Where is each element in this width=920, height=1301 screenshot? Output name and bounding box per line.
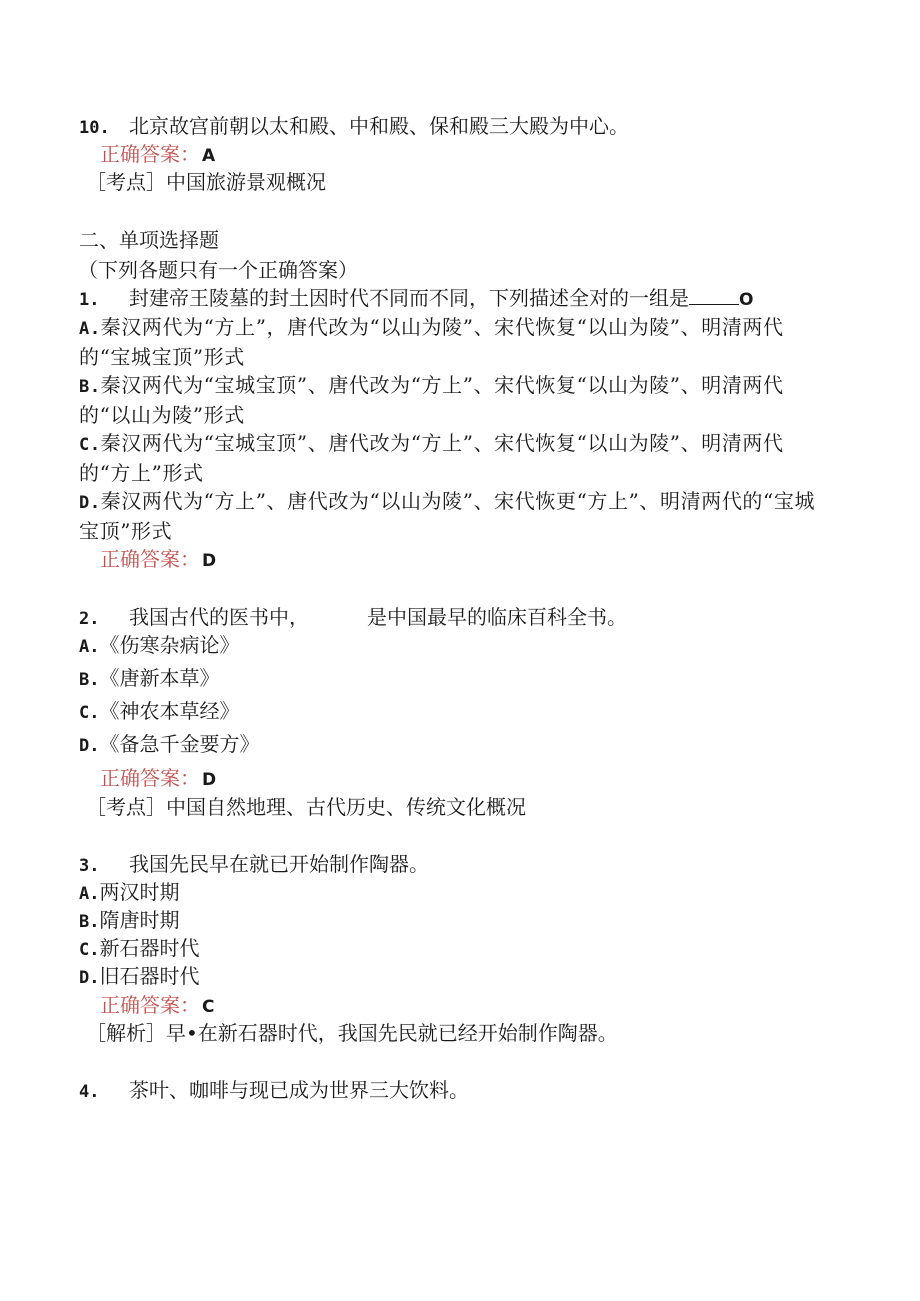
note-line: ［考点］中国自然地理、古代历史、传统文化概况	[86, 795, 526, 819]
section-title: 二、单项选择题	[79, 228, 219, 252]
answer-label: 正确答案：	[100, 547, 200, 571]
option-a	[79, 313, 819, 371]
option-key: B.	[79, 670, 100, 690]
question-text: 封建帝王陵墓的封土因时代不同而不同，下列描述全对的一组是	[129, 286, 689, 310]
answer-value: C	[202, 997, 215, 1017]
question-text: 茶叶、咖啡与现已成为世界三大饮料。	[129, 1078, 469, 1102]
option-b	[79, 371, 819, 429]
question-4	[79, 1076, 469, 1106]
option-key: C.	[79, 940, 100, 960]
question-number: 4.	[79, 1082, 100, 1102]
option-key: C.	[79, 435, 101, 455]
answer-line	[100, 764, 216, 794]
answer-blank	[689, 286, 739, 305]
option-key: D.	[79, 493, 101, 513]
option-d	[79, 730, 259, 760]
question-10	[79, 112, 629, 142]
option-key: B.	[79, 912, 100, 932]
option-text: 秦汉两代为“宝城宝顶”、唐代改为“方上”、宋代恢复“以山为陵”、明清两代的“方上”形式	[79, 431, 784, 485]
question-number: 1.	[79, 290, 100, 310]
option-a	[79, 878, 179, 908]
answer-line	[100, 991, 214, 1021]
question-text-before: 我国古代的医书中，	[129, 605, 309, 629]
answer-value: D	[202, 770, 217, 790]
option-text: 秦汉两代为“方上”，唐代改为“以山为陵”、宋代恢复“以山为陵”、明清两代的“宝城宝顶”形式	[79, 315, 784, 369]
option-text: 秦汉两代为“方上”、唐代改为“以山为陵”、宋代恢更“方上”、明清两代的“宝城宝顶”形式	[79, 489, 816, 543]
option-text: 旧石器时代	[99, 964, 200, 988]
section-subtitle: （下列各题只有一个正确答案）	[78, 258, 358, 282]
option-c	[79, 429, 819, 487]
option-key: D.	[79, 736, 100, 756]
option-key: A.	[79, 637, 100, 657]
note-line: ［解析］早•在新石器时代，我国先民就已经开始制作陶器。	[86, 1021, 618, 1045]
option-a	[79, 631, 239, 661]
option-text: 两汉时期	[99, 880, 180, 904]
option-text: 《神农本草经》	[99, 699, 240, 723]
option-text: 新石器时代	[99, 936, 200, 960]
option-text: 《唐新本草》	[99, 666, 220, 690]
option-text: 《伤寒杂病论》	[99, 633, 240, 657]
question-number: 2.	[79, 609, 100, 629]
question-text: 北京故宫前朝以太和殿、中和殿、保和殿三大殿为中心。	[129, 114, 629, 138]
option-key: D.	[79, 968, 100, 988]
answer-line	[100, 140, 215, 170]
option-d	[79, 962, 199, 992]
option-c	[79, 934, 199, 964]
question-2	[79, 603, 627, 633]
question-1	[79, 284, 753, 314]
question-number: 10.	[79, 118, 110, 138]
option-key: B.	[79, 377, 101, 397]
question-tail: O	[739, 290, 754, 310]
option-b	[79, 664, 219, 694]
option-text: 《备急千金要方》	[99, 732, 260, 756]
option-key: A.	[79, 319, 101, 339]
question-number: 3.	[79, 856, 100, 876]
option-c	[79, 697, 239, 727]
option-key: A.	[79, 884, 100, 904]
question-text-after: 是中国最早的临床百科全书。	[367, 605, 627, 629]
note-line: ［考点］中国旅游景观概况	[86, 170, 326, 194]
answer-line	[100, 545, 216, 575]
option-b	[79, 906, 179, 936]
option-d	[79, 487, 819, 545]
option-text: 隋唐时期	[99, 908, 180, 932]
question-3	[79, 850, 429, 880]
question-text: 我国先民早在就已开始制作陶器。	[129, 852, 429, 876]
answer-value: A	[202, 146, 216, 166]
answer-label: 正确答案：	[100, 142, 200, 166]
answer-value: D	[202, 551, 217, 571]
option-key: C.	[79, 703, 100, 723]
answer-label: 正确答案：	[100, 766, 200, 790]
option-text: 秦汉两代为“宝城宝顶”、唐代改为“方上”、宋代恢复“以山为陵”、明清两代的“以山为陵”形式	[79, 373, 784, 427]
answer-label: 正确答案：	[100, 993, 200, 1017]
